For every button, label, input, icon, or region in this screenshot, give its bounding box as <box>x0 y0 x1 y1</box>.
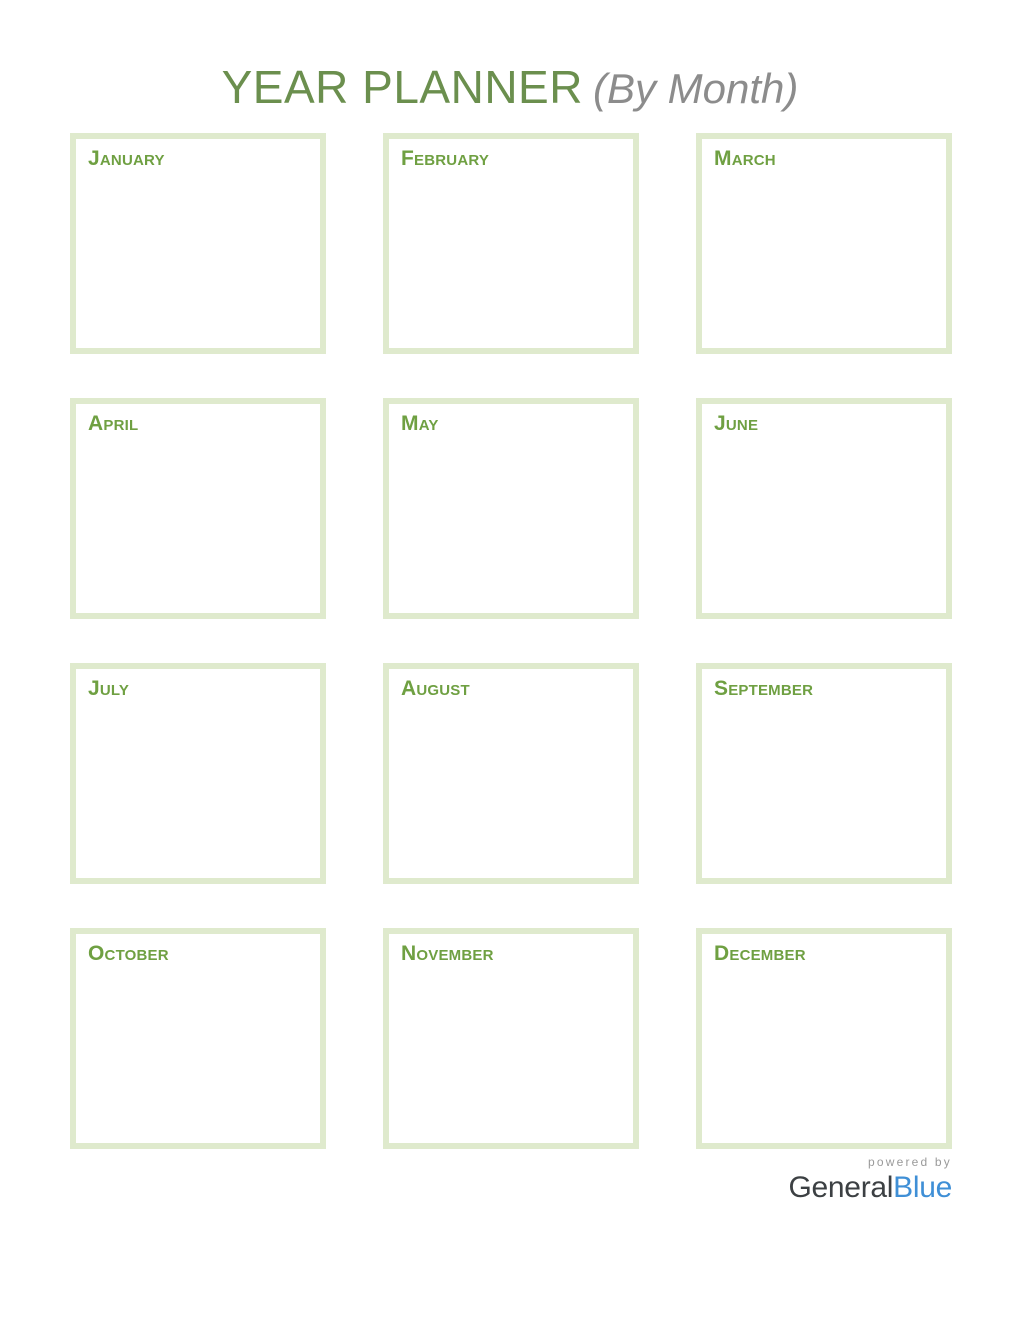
month-inner-may[interactable] <box>389 404 633 613</box>
month-card-march[interactable] <box>696 133 952 354</box>
month-inner-august[interactable] <box>389 669 633 878</box>
month-card-july[interactable] <box>70 663 326 884</box>
page-title-sub: (By Month) <box>592 65 799 112</box>
month-card-june[interactable] <box>696 398 952 619</box>
month-notes-august[interactable] <box>399 709 623 870</box>
month-inner-january[interactable] <box>76 139 320 348</box>
month-card-may[interactable] <box>383 398 639 619</box>
month-inner-march[interactable] <box>702 139 946 348</box>
month-card-december[interactable] <box>696 928 952 1149</box>
month-inner-october[interactable] <box>76 934 320 1143</box>
months-row-2 <box>70 398 952 619</box>
months-row-4 <box>70 928 952 1149</box>
brand-name-first: General <box>788 1171 894 1204</box>
month-label-february: February <box>401 147 490 170</box>
month-notes-may[interactable] <box>399 444 623 605</box>
month-label-august: August <box>401 677 470 700</box>
month-notes-october[interactable] <box>86 974 310 1135</box>
month-notes-january[interactable] <box>86 179 310 340</box>
month-card-february[interactable] <box>383 133 639 354</box>
month-label-october: October <box>88 942 169 965</box>
month-label-april: April <box>88 412 139 435</box>
month-card-april[interactable] <box>70 398 326 619</box>
month-label-december: December <box>714 942 806 965</box>
month-inner-september[interactable] <box>702 669 946 878</box>
month-notes-february[interactable] <box>399 179 623 340</box>
months-row-3 <box>70 663 952 884</box>
month-notes-april[interactable] <box>86 444 310 605</box>
month-inner-july[interactable] <box>76 669 320 878</box>
month-label-january: January <box>88 147 165 170</box>
month-card-august[interactable] <box>383 663 639 884</box>
month-card-january[interactable] <box>70 133 326 354</box>
month-card-october[interactable] <box>70 928 326 1149</box>
month-inner-june[interactable] <box>702 404 946 613</box>
month-label-september: September <box>714 677 814 700</box>
month-notes-june[interactable] <box>712 444 936 605</box>
months-row-1 <box>70 133 952 354</box>
month-card-november[interactable] <box>383 928 639 1149</box>
month-inner-april[interactable] <box>76 404 320 613</box>
month-label-march: March <box>714 147 776 170</box>
month-label-november: November <box>401 942 494 965</box>
month-inner-february[interactable] <box>389 139 633 348</box>
brand-name-second: Blue <box>893 1171 952 1204</box>
month-label-may: May <box>401 412 439 435</box>
month-notes-july[interactable] <box>86 709 310 870</box>
month-notes-march[interactable] <box>712 179 936 340</box>
month-label-july: July <box>88 677 130 700</box>
footer-logo <box>762 1155 952 1205</box>
brand-name <box>762 1171 952 1205</box>
page-title-main: YEAR PLANNER <box>221 61 583 113</box>
month-notes-september[interactable] <box>712 709 936 870</box>
months-grid <box>70 133 952 1193</box>
month-card-september[interactable] <box>696 663 952 884</box>
month-inner-november[interactable] <box>389 934 633 1143</box>
month-label-june: June <box>714 412 759 435</box>
powered-by-label: powered by <box>867 1155 952 1169</box>
month-inner-december[interactable] <box>702 934 946 1143</box>
page-title <box>0 60 1020 114</box>
month-notes-november[interactable] <box>399 974 623 1135</box>
month-notes-december[interactable] <box>712 974 936 1135</box>
